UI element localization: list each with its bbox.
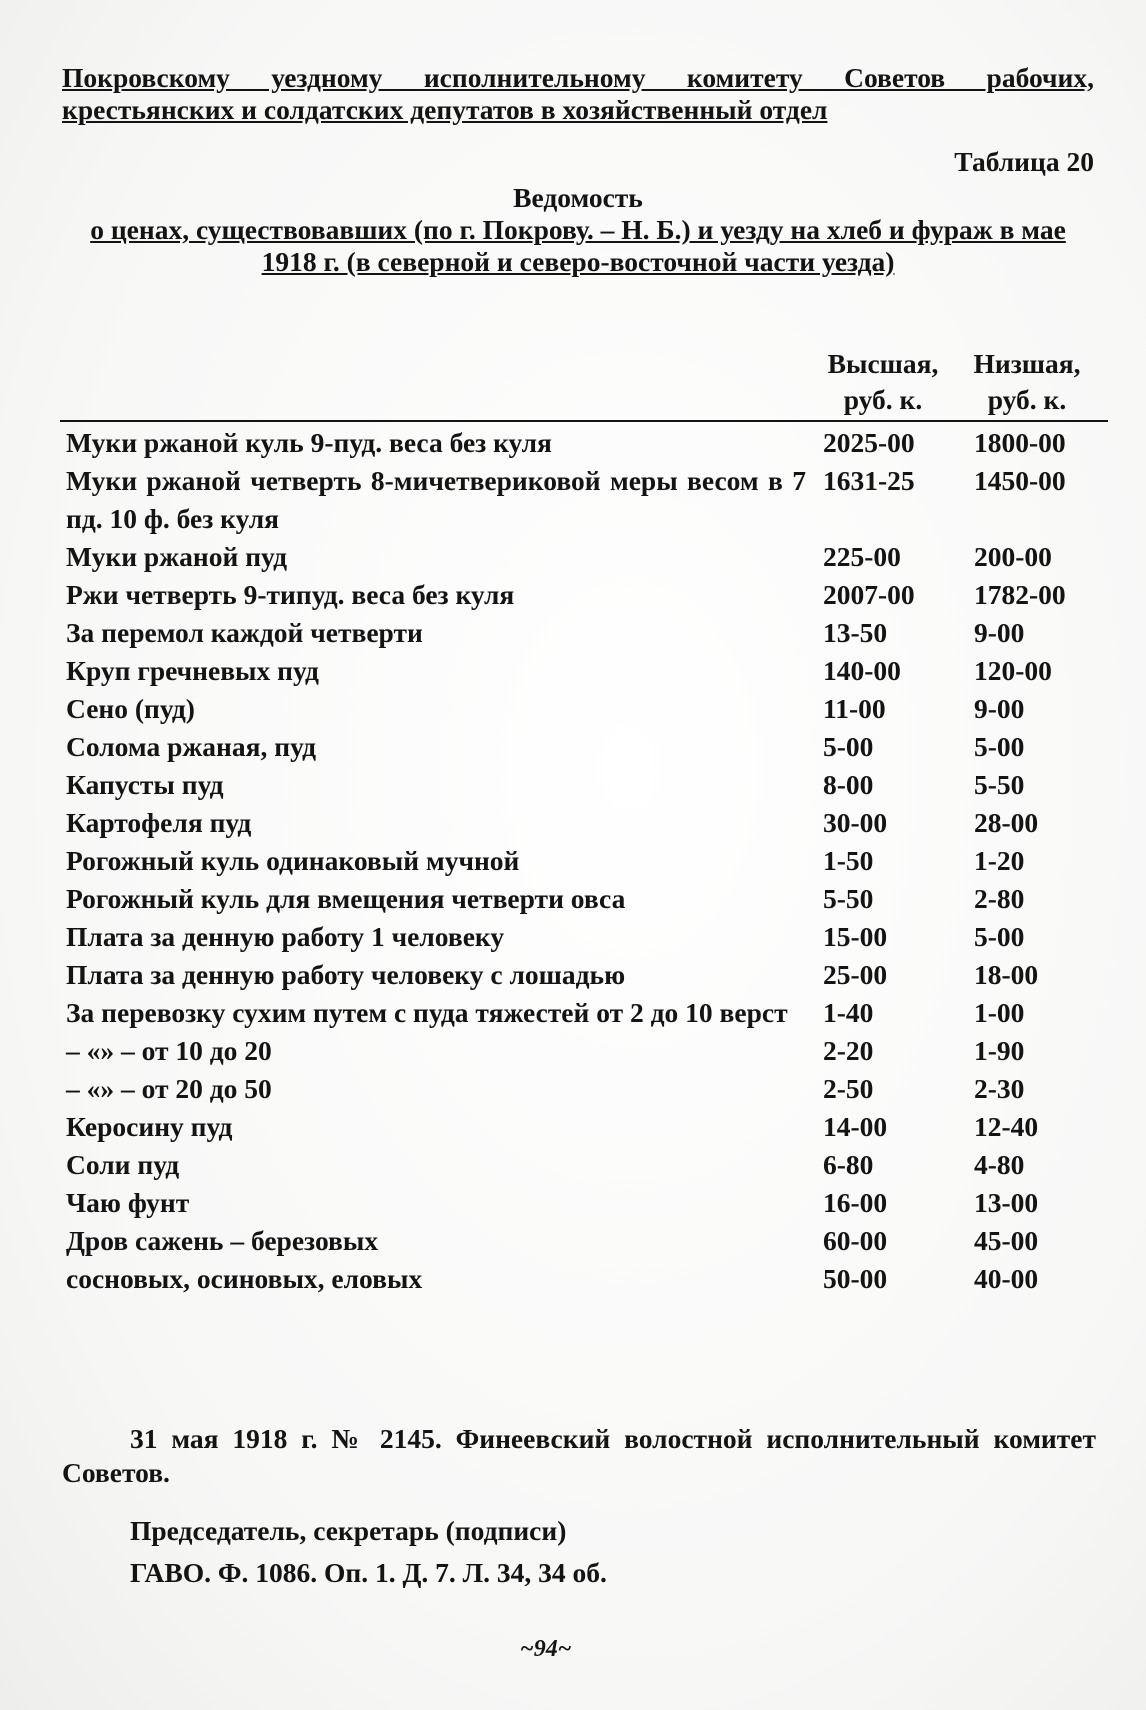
table-row [66, 880, 1106, 918]
row-item: Соли пуд [66, 1149, 180, 1180]
row-low-price: 1-00 [974, 997, 1025, 1028]
row-item: Ржи четверть 9-типуд. веса без куля [66, 579, 515, 610]
row-high-price: 5-00 [823, 731, 874, 762]
price-table [66, 424, 1106, 1298]
row-item: Картофеля пуд [66, 807, 252, 838]
table-row [66, 956, 1106, 994]
row-low-price: 1450-00 [974, 465, 1066, 496]
row-high-price: 15-00 [823, 921, 888, 952]
row-high-price: 6-80 [823, 1149, 874, 1180]
table-row [66, 842, 1106, 880]
page-number [520, 1636, 571, 1663]
table-row [66, 690, 1106, 728]
row-low-price: 120-00 [974, 655, 1052, 686]
row-item: Плата за денную работу человеку с лошадью [66, 959, 626, 990]
row-high-price: 140-00 [823, 655, 901, 686]
column-header-high-line1: Высшая, [827, 348, 939, 379]
row-item: Плата за денную работу 1 человеку [66, 921, 505, 952]
row-low-price: 2-80 [974, 883, 1025, 914]
row-high-price: 2025-00 [823, 427, 915, 458]
table-row [66, 804, 1106, 842]
row-low-price: 1800-00 [974, 427, 1066, 458]
row-low-price: 40-00 [974, 1263, 1039, 1294]
row-item: Солома ржаная, пуд [66, 731, 317, 762]
page-number-ornament-right: ~ [557, 1636, 572, 1662]
row-low-price: 9-00 [974, 617, 1025, 648]
column-header-low-line2: руб. к. [987, 384, 1067, 415]
row-item: – «» – от 10 до 20 [66, 1035, 272, 1066]
page-number-value: 94 [533, 1636, 558, 1662]
row-high-price: 13-50 [823, 617, 888, 648]
table-row [66, 538, 1106, 576]
row-item: – «» – от 20 до 50 [66, 1073, 272, 1104]
row-low-price: 200-00 [974, 541, 1052, 572]
row-high-price: 1-40 [823, 997, 874, 1028]
table-row [66, 1222, 1106, 1260]
row-low-price: 5-50 [974, 769, 1025, 800]
row-item: сосновых, осиновых, еловых [66, 1263, 423, 1294]
addressee-heading: Покровскому уездному исполнительному комитету Советов рабочих, крестьянских и солдатских депутатов в хозяйственный отдел [62, 62, 1094, 125]
table-row [66, 918, 1106, 956]
table-number: Таблица 20 [954, 146, 1094, 177]
row-item: Муки ржаной четверть 8-мичетвериковой меры весом в 7 пд. 10 ф. без куля [66, 465, 806, 534]
table-row [66, 994, 1106, 1032]
row-item: Чаю фунт [66, 1187, 190, 1218]
row-low-price: 45-00 [974, 1225, 1039, 1256]
table-row [66, 576, 1106, 614]
row-item: Муки ржаной пуд [66, 541, 287, 572]
column-header-high-line2: руб. к. [843, 384, 923, 415]
row-low-price: 1782-00 [974, 579, 1066, 610]
document-title: Ведомость [513, 182, 643, 213]
row-low-price: 9-00 [974, 693, 1025, 724]
table-row [66, 728, 1106, 766]
row-high-price: 1631-25 [823, 465, 915, 496]
table-row [66, 652, 1106, 690]
table-row [66, 1108, 1106, 1146]
row-low-price: 5-00 [974, 921, 1025, 952]
table-row [66, 1146, 1106, 1184]
row-low-price: 18-00 [974, 959, 1039, 990]
table-row [66, 424, 1106, 462]
row-item: Круп гречневых пуд [66, 655, 319, 686]
row-high-price: 8-00 [823, 769, 874, 800]
row-item: За перемол каждой четверти [66, 617, 423, 648]
row-high-price: 14-00 [823, 1111, 888, 1142]
row-low-price: 4-80 [974, 1149, 1025, 1180]
row-high-price: 11-00 [823, 693, 886, 724]
row-high-price: 50-00 [823, 1263, 888, 1294]
document-title-block [62, 182, 1094, 278]
table-row [66, 1070, 1106, 1108]
row-item: Керосину пуд [66, 1111, 233, 1142]
page-number-ornament-left: ~ [520, 1636, 534, 1662]
issuer-date-line: 31 мая 1918 г. № 2145. Финеевский волостной исполнительный комитет Советов. [62, 1423, 1096, 1488]
row-low-price: 1-90 [974, 1035, 1025, 1066]
column-header-low-line1: Низшая, [973, 348, 1081, 379]
row-low-price: 28-00 [974, 807, 1039, 838]
row-item: За перевозку сухим путем с пуда тяжестей от 2 до 10 верст [66, 997, 788, 1028]
row-low-price: 1-20 [974, 845, 1025, 876]
row-high-price: 225-00 [823, 541, 901, 572]
row-item: Рогожный куль одинаковый мучной [66, 845, 520, 876]
row-item: Дров сажень – березовых [66, 1225, 379, 1256]
row-high-price: 30-00 [823, 807, 888, 838]
row-low-price: 5-00 [974, 731, 1025, 762]
document-footer [62, 1422, 1096, 1590]
signers-line: Председатель, секретарь (подписи) [130, 1515, 567, 1546]
document-subtitle: о ценах, существовавших (по г. Покрову. – Н. Б.) и уезду на хлеб и фураж в мае 1918 г. (в северной и северо-восточной части уезда) [90, 214, 1066, 277]
column-header-low [962, 346, 1092, 418]
row-item: Капусты пуд [66, 769, 224, 800]
table-row [66, 462, 1106, 538]
table-row [66, 614, 1106, 652]
column-header-high [818, 346, 948, 418]
row-high-price: 2-50 [823, 1073, 874, 1104]
row-item: Муки ржаной куль 9-пуд. веса без куля [66, 427, 552, 458]
row-high-price: 16-00 [823, 1187, 888, 1218]
row-low-price: 13-00 [974, 1187, 1039, 1218]
row-high-price: 1-50 [823, 845, 874, 876]
row-item: Сено (пуд) [66, 693, 195, 724]
row-item: Рогожный куль для вмещения четверти овса [66, 883, 626, 914]
row-high-price: 2007-00 [823, 579, 915, 610]
row-high-price: 2-20 [823, 1035, 874, 1066]
row-low-price: 12-40 [974, 1111, 1039, 1142]
row-high-price: 5-50 [823, 883, 874, 914]
table-header-rule [60, 420, 1108, 422]
table-row [66, 1032, 1106, 1070]
archive-reference: ГАВО. Ф. 1086. Оп. 1. Д. 7. Л. 34, 34 об. [130, 1557, 607, 1588]
table-row [66, 766, 1106, 804]
row-high-price: 25-00 [823, 959, 888, 990]
row-high-price: 60-00 [823, 1225, 888, 1256]
row-low-price: 2-30 [974, 1073, 1025, 1104]
table-row [66, 1184, 1106, 1222]
table-row [66, 1260, 1106, 1298]
